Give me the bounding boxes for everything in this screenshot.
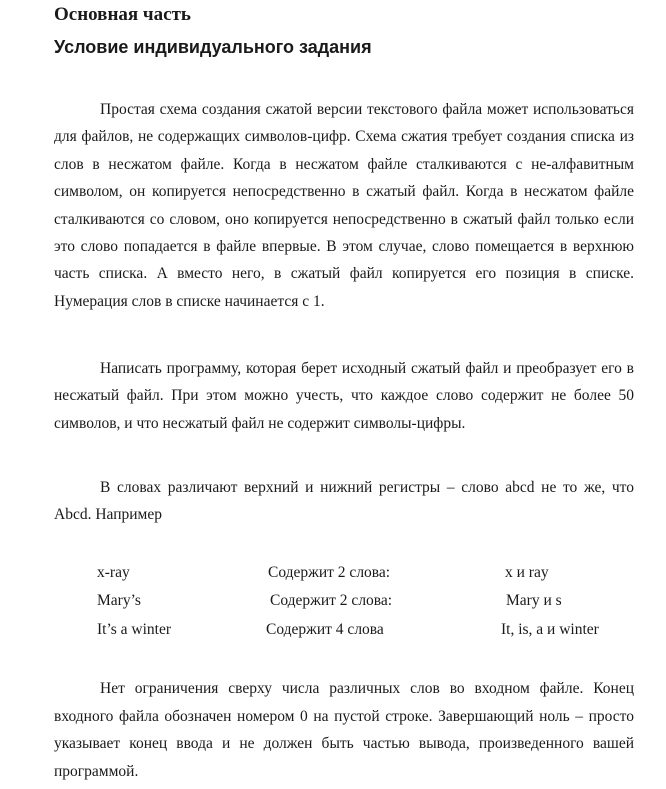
example-word: x-ray <box>97 564 130 581</box>
paragraph-case-sensitivity: В словах различают верхний и нижний регистры – слово abcd не то же, что Abcd. Например <box>54 479 634 524</box>
paragraph-input-end: Нет ограничения сверху числа различных слов во входном файле. Конец входного файла обозначен номером 0 на пустой строке. Завершающий ноль – просто указывает конец ввода и не должен быть частью вывода, произведенного вашей программой. <box>54 680 634 780</box>
example-parts: x и ray <box>505 564 549 581</box>
example-parts: It, is, a и winter <box>501 621 599 638</box>
task-heading: Условие индивидуального задания <box>54 37 372 57</box>
example-count: Содержит 2 слова: <box>268 564 391 581</box>
example-row <box>0 621 666 648</box>
section-heading: Основная часть <box>54 4 191 25</box>
example-word: It’s a winter <box>97 621 172 638</box>
example-row <box>0 592 666 619</box>
example-word: Mary’s <box>97 592 141 609</box>
paragraph-compression-scheme: Простая схема создания сжатой версии текстового файла может использоваться для файлов, не содержащих символов-цифр. Схема сжатия требует создания списка из слов в несжатом файле. Когда в несжатом файле сталкиваются с не-алфавитным символом, он копируется непосредственно в сжатый файл. Когда в несжатом файле сталкиваются со словом, оно копируется непосредственно в сжатый файл только если это слово попадается в файле впервые. В этом случае, слово помещается в верхнюю часть списка. А вместо него, в сжатый файл копируется его позиция в списке. Нумерация слов в списке начинается с 1. <box>54 101 634 310</box>
example-row <box>0 564 666 591</box>
example-count: Содержит 2 слова: <box>270 592 393 609</box>
paragraph-task: Написать программу, которая берет исходный сжатый файл и преобразует его в несжатый файл. При этом можно учесть, что каждое слово содержит не более 50 символов, и что несжатый файл не содержит символы-цифры. <box>54 360 634 432</box>
example-count: Содержит 4 слова <box>266 621 384 638</box>
example-parts: Mary и s <box>506 592 562 609</box>
